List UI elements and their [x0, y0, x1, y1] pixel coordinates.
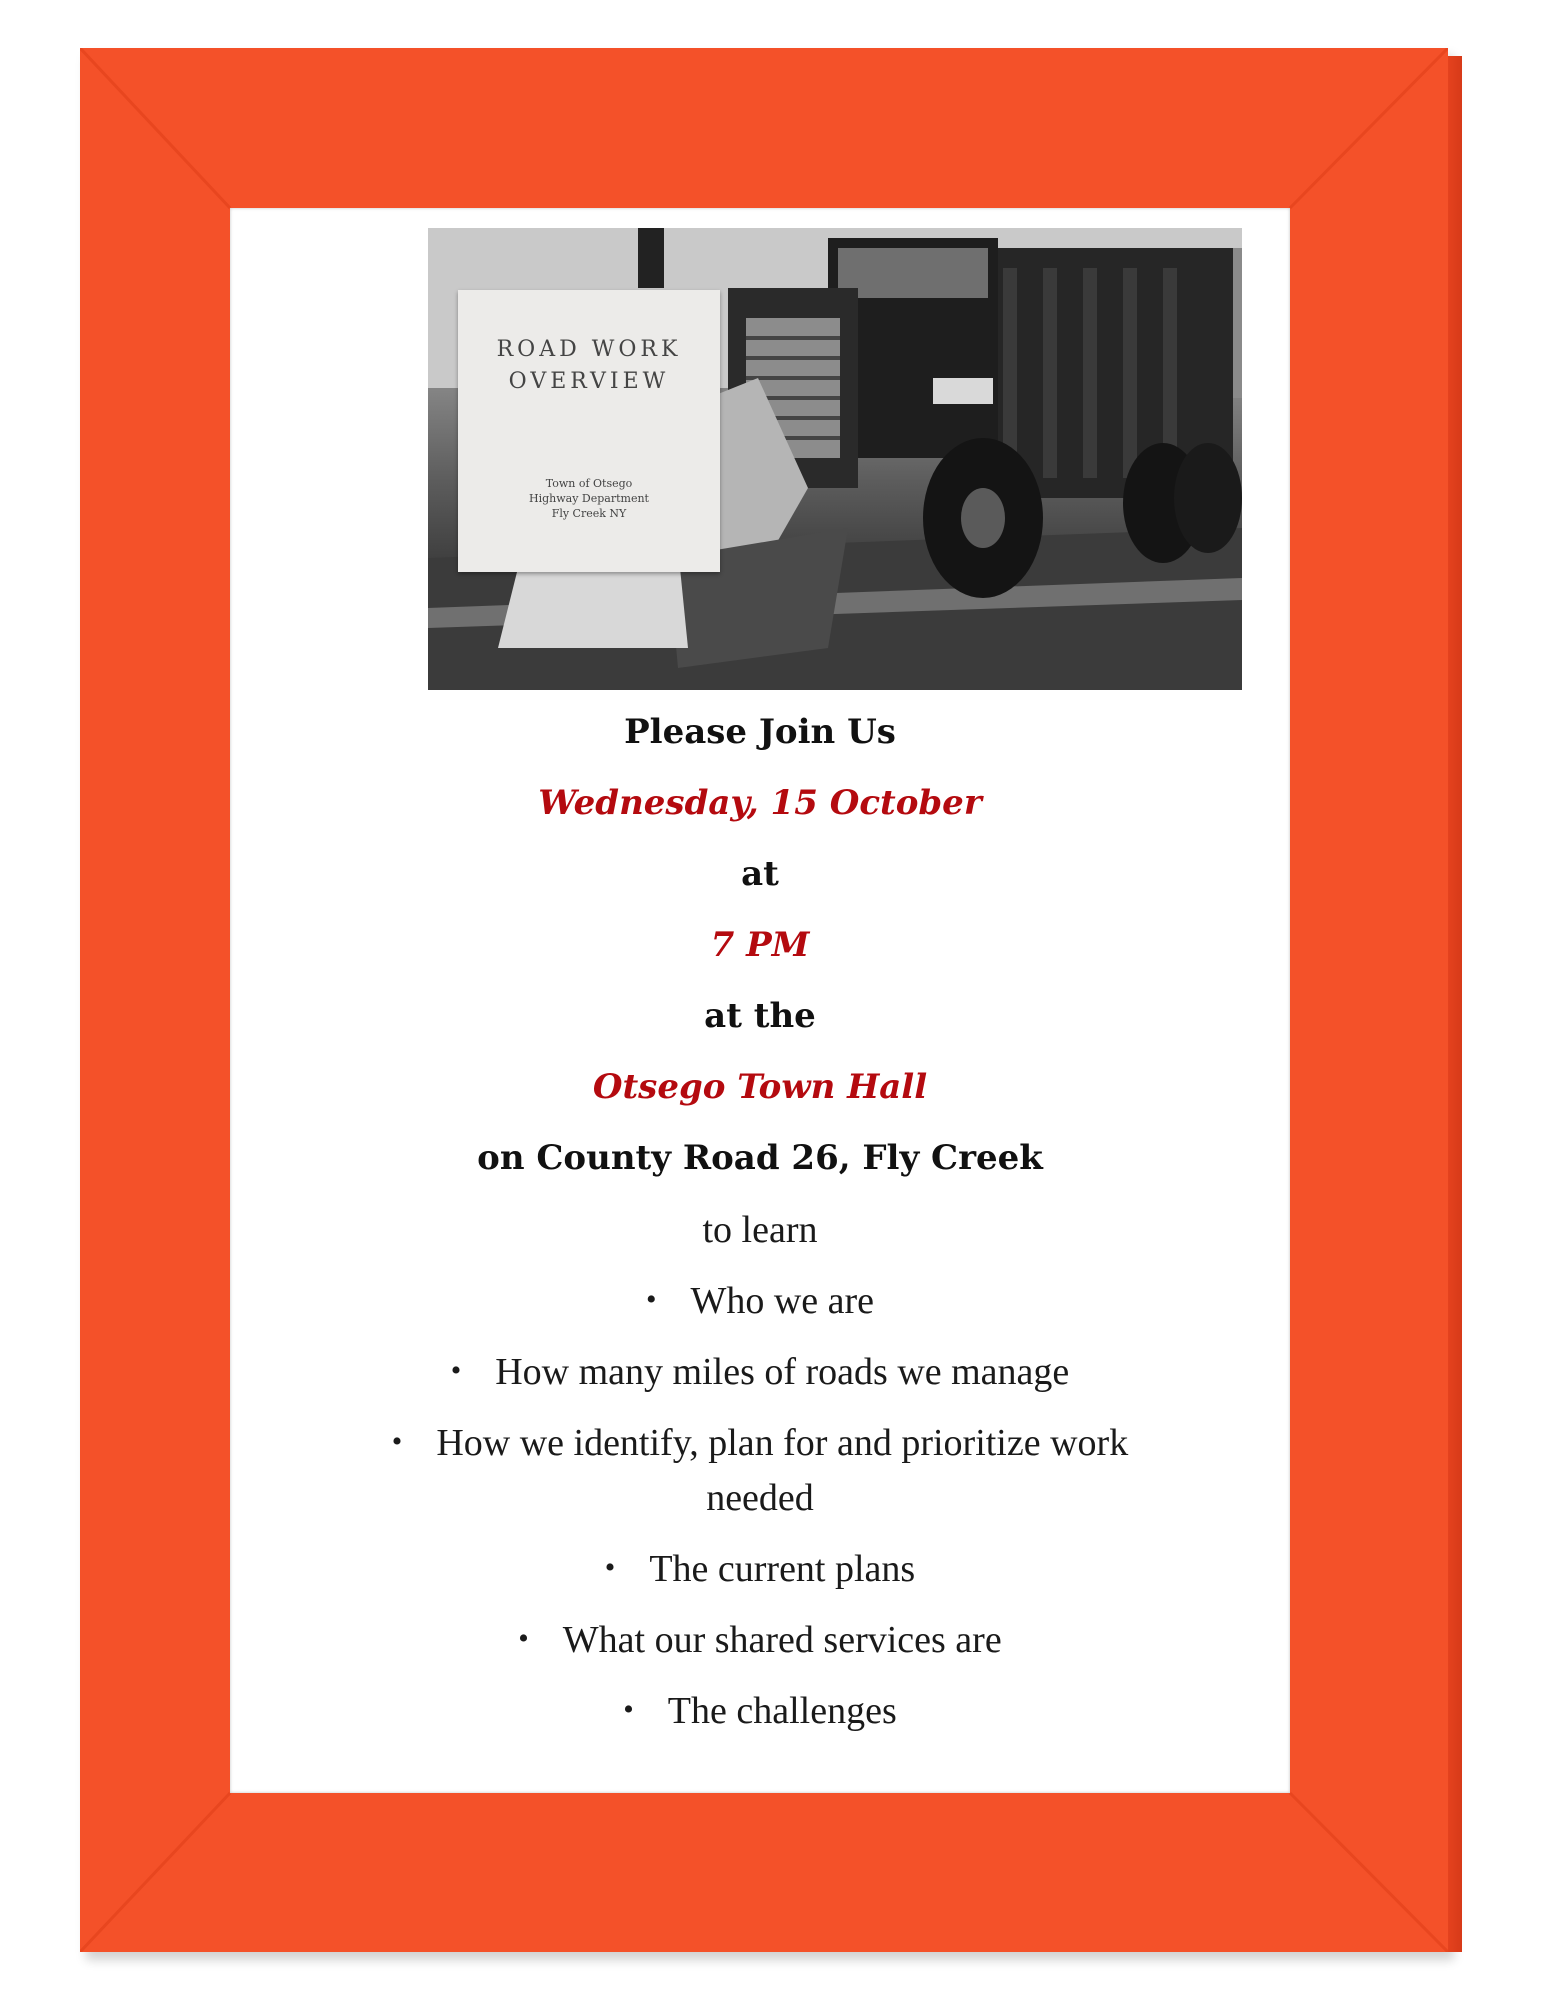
bullet-icon: •: [391, 1425, 403, 1458]
card-sub-line-3: Fly Creek NY: [551, 507, 627, 520]
topic-item: [230, 1618, 1290, 1662]
bullet-icon: •: [450, 1354, 462, 1387]
orange-picture-frame: [80, 48, 1448, 1952]
bullet-icon: •: [518, 1622, 529, 1655]
to-learn-text: to learn: [702, 1209, 818, 1251]
topic-item-continuation: [230, 1476, 1290, 1520]
bullet-icon: •: [604, 1551, 616, 1584]
at-the-text: at the: [704, 996, 816, 1036]
bullet-icon: •: [623, 1693, 634, 1726]
at-text: at: [741, 854, 779, 894]
event-time: 7 PM: [710, 925, 810, 965]
please-join-us-heading: Please Join Us: [624, 712, 896, 752]
topic-text: The challenges: [667, 1690, 897, 1732]
topic-item: [230, 1421, 1290, 1465]
topic-item: [230, 1547, 1290, 1591]
topic-text: Who we are: [690, 1280, 875, 1322]
card-title-line-1: ROAD WORK: [496, 337, 682, 362]
snowplow-truck-photo: [428, 228, 1242, 690]
frame-side-edge: [1448, 56, 1462, 1952]
road-work-overview-card: [458, 290, 720, 572]
topic-text: What our shared services are: [562, 1619, 1002, 1661]
flyer-paper: [230, 208, 1290, 1793]
topic-item: [230, 1689, 1290, 1733]
event-date: Wednesday, 15 October: [538, 783, 982, 823]
card-title-line-2: OVERVIEW: [508, 369, 670, 394]
event-address: on County Road 26, Fly Creek: [477, 1138, 1043, 1178]
event-venue: Otsego Town Hall: [592, 1067, 928, 1107]
topic-item: [230, 1350, 1290, 1394]
topic-text: needed: [706, 1477, 814, 1519]
topic-text: The current plans: [649, 1548, 916, 1590]
topic-item: [230, 1279, 1290, 1323]
topic-text: How we identify, plan for and prioritize work: [436, 1422, 1129, 1464]
card-sub-line-1: Town of Otsego: [545, 477, 633, 490]
card-sub-line-2: Highway Department: [529, 492, 649, 505]
topic-text: How many miles of roads we manage: [495, 1351, 1070, 1393]
bullet-icon: •: [645, 1283, 657, 1316]
